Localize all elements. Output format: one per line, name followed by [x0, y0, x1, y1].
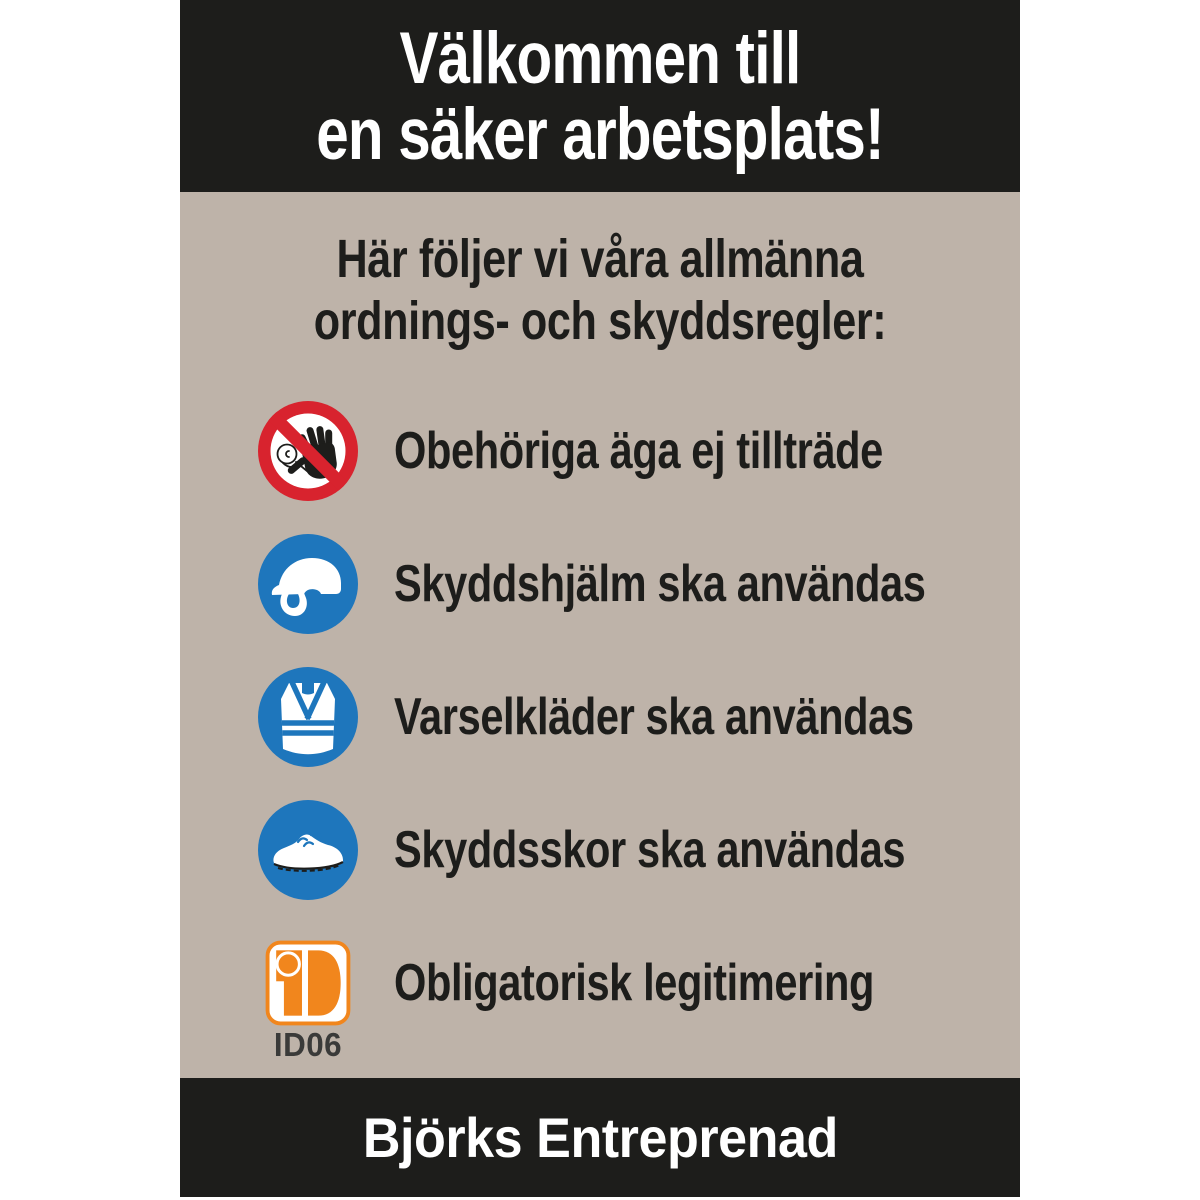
id06-logo-icon [258, 933, 358, 1063]
header-line-1: Välkommen till [399, 18, 801, 99]
intro-line-2: ordnings- och skyddsregler: [313, 291, 887, 351]
rule-label: Obligatorisk legitimering [394, 953, 875, 1012]
rule-vest [180, 650, 1020, 783]
safety-shoe-icon-svg [258, 800, 358, 900]
rule-shoe [180, 783, 1020, 916]
company-name: Björks Entreprenad [362, 1106, 838, 1169]
rule-label: Varselkläder ska användas [394, 687, 914, 746]
header-line-2: en säker arbetsplats! [316, 94, 884, 175]
safety-vest-icon-svg [258, 667, 358, 767]
sign-header [180, 0, 1020, 192]
sign-footer [180, 1078, 1020, 1197]
id06-caption: ID06 [273, 1025, 343, 1063]
safety-vest-icon [258, 667, 358, 767]
rule-id06 [180, 916, 1020, 1063]
intro-line-1: Här följer vi våra allmänna [336, 229, 864, 289]
no-entry-icon-svg [258, 401, 358, 501]
rule-helmet [180, 517, 1020, 650]
intro-heading [180, 192, 1020, 352]
rule-no-entry [180, 384, 1020, 517]
rules-list [180, 384, 1020, 1063]
safety-shoe-icon [258, 800, 358, 900]
rule-label: Skyddshjälm ska användas [394, 554, 926, 613]
sign-body [180, 192, 1020, 1078]
sign-panel [180, 0, 1020, 1197]
rule-label: Skyddsskor ska användas [394, 820, 906, 879]
helmet-icon [258, 534, 358, 634]
rule-label: Obehöriga äga ej tillträde [394, 421, 883, 480]
id06-logo-svg [264, 940, 352, 1026]
helmet-icon-svg [258, 534, 358, 634]
no-entry-icon [258, 401, 358, 501]
